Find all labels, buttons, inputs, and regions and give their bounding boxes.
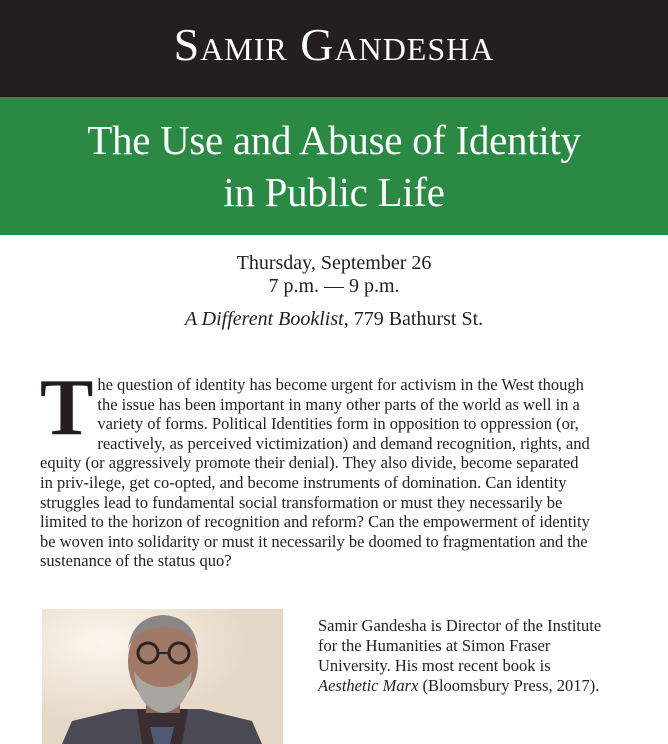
description-text: he question of identity has become urgent for activism in the West though the issue has been important in many other parts of the world as well in a variety of forms. Political Identities form in opposition to oppression (or, reactively, as perceived victimization) and demand recognition, rights, and equity (or aggressively promote their denial). They also divide, become separated in priv-ilege, get co-opted, and become instruments of domination. Can identity struggles lead to fundamental social transformation or must they necessarily be limited to the horizon of recognition and reform? Can the empowerment of identity be woven into solidarity or must it necessarily be doomed to fragmentation and the sustenance of the status quo? — [40, 375, 590, 571]
speaker-name: Samir Gandesha — [173, 19, 495, 70]
event-title-banner — [0, 97, 668, 235]
speaker-bio — [318, 616, 608, 696]
event-title-line-1: The Use and Abuse of Identity — [87, 117, 581, 163]
event-description — [40, 364, 592, 571]
venue-name: A Different Booklist — [184, 308, 344, 330]
drop-cap: T — [40, 364, 94, 452]
speaker-photo — [42, 609, 283, 744]
event-time: 7 p.m. — 9 p.m. — [268, 275, 400, 297]
event-date: Thursday, September 26 — [236, 252, 432, 274]
venue-address: , 779 Bathurst St. — [343, 308, 484, 330]
speaker-header — [0, 0, 668, 97]
event-info — [0, 252, 668, 331]
event-title-line-2: in Public Life — [223, 169, 445, 215]
event-venue — [0, 308, 668, 331]
bio-text-start: Samir Gandesha is Director of the Institute for the Humanities at Simon Fraser University. His most recent book is — [318, 616, 602, 675]
bio-book-title: Aesthetic Marx — [318, 676, 419, 695]
portrait-image — [42, 609, 283, 744]
bio-text-end: (Bloomsbury Press, 2017). — [418, 676, 600, 695]
